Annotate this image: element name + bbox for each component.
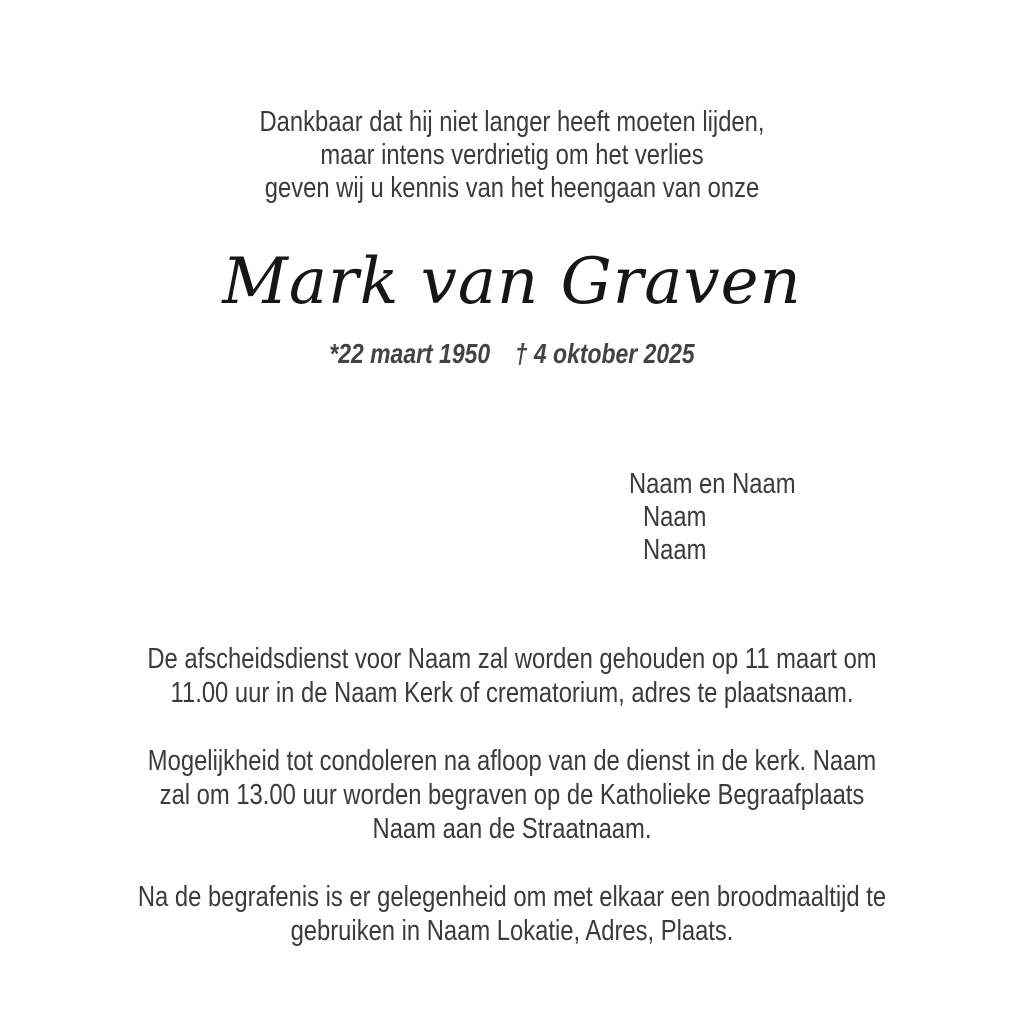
relatives-line: Naam xyxy=(642,534,707,566)
birth-date: *22 maart 1950 xyxy=(329,338,491,369)
announcement-text xyxy=(92,106,932,205)
life-dates xyxy=(92,337,932,371)
relatives-line: Naam en Naam xyxy=(629,468,796,500)
announcement-line: Dankbaar dat hij niet langer heeft moeten lijden, xyxy=(259,106,765,138)
service-paragraph-farewell xyxy=(92,642,932,710)
announcement-line: geven wij u kennis van het heengaan van onze xyxy=(264,172,760,204)
service-paragraph-meal xyxy=(92,880,932,948)
paragraph-line: De afscheidsdienst voor Naam zal worden gehouden op 11 maart om xyxy=(147,643,877,675)
paragraph-line: Mogelijkheid tot condoleren na afloop van de dienst in de kerk. Naam xyxy=(147,745,877,777)
paragraph-line: Naam aan de Straatnaam. xyxy=(372,813,652,845)
death-date: † 4 oktober 2025 xyxy=(514,338,695,369)
paragraph-line: zal om 13.00 uur worden begraven op de Katholieke Begraafplaats xyxy=(159,779,865,811)
relatives-list xyxy=(629,468,796,567)
announcement-line: maar intens verdrietig om het verlies xyxy=(320,139,704,171)
relatives-line: Naam xyxy=(642,501,707,533)
paragraph-line: Na de begrafenis is er gelegenheid om met elkaar een broodmaaltijd te xyxy=(137,881,887,913)
service-paragraph-condolence-burial xyxy=(92,744,932,846)
deceased-name: Mark van Graven xyxy=(222,245,802,319)
paragraph-line: 11.00 uur in de Naam Kerk of crematorium, adres te plaatsnaam. xyxy=(170,677,854,709)
paragraph-line: gebruiken in Naam Lokatie, Adres, Plaats. xyxy=(290,915,734,947)
